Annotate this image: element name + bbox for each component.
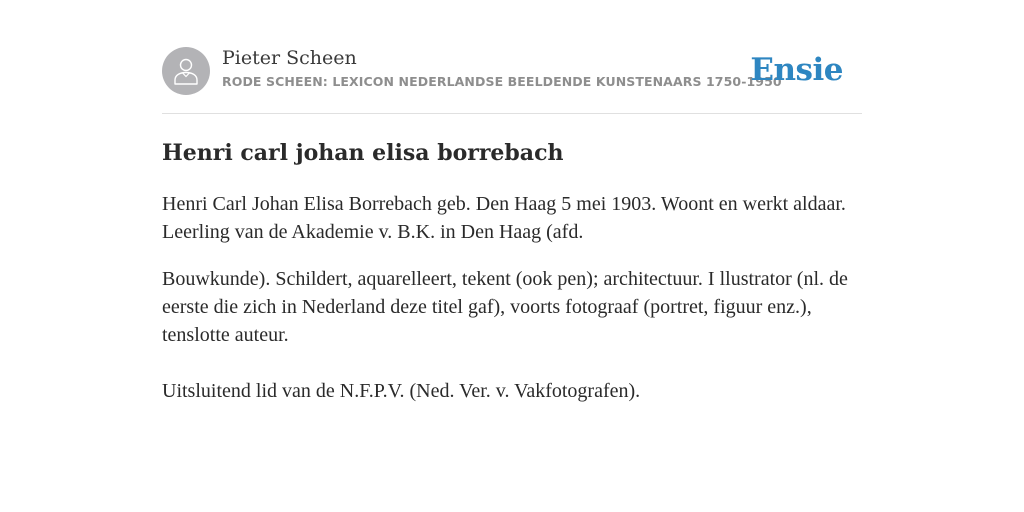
author-header [162, 46, 862, 96]
author-name[interactable]: Pieter Scheen [222, 47, 357, 69]
page-title: Henri carl johan elisa borrebach [162, 140, 564, 166]
divider [162, 113, 862, 114]
avatar[interactable] [162, 47, 210, 95]
author-card [162, 46, 862, 96]
user-icon [172, 56, 200, 86]
paragraph-2: Bouwkunde). Schildert, aquarelleert, tekent (ook pen); architectuur. I llustrator (nl. de eerste die zich in Nederland deze titel gaf), voorts fotograaf (portret, figuur enz.), tenslotte auteur. [162, 268, 848, 346]
paragraph-3: Uitsluitend lid van de N.F.P.V. (Ned. Ver. v. Vakfotografen). [162, 380, 641, 402]
brand-logo[interactable]: Ensie [750, 52, 843, 88]
source-title[interactable]: RODE SCHEEN: LEXICON NEDERLANDSE BEELDENDE KUNSTENAARS 1750-1950 [222, 74, 782, 89]
paragraph-1: Henri Carl Johan Elisa Borrebach geb. Den Haag 5 mei 1903. Woont en werkt aldaar. Leerling van de Akademie v. B.K. in Den Haag (afd. [162, 193, 846, 243]
